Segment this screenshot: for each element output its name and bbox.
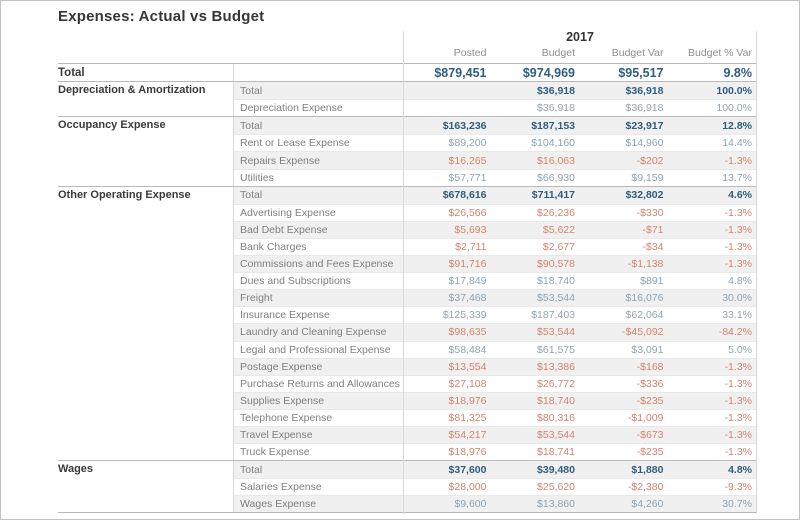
- cell-budget[interactable]: $187,153: [531, 119, 575, 132]
- section-wages: [58, 460, 757, 513]
- cell-budget[interactable]: $53,544: [537, 292, 575, 305]
- column-header-budget-pct-var[interactable]: Budget % Var: [687, 47, 752, 59]
- cell-budget-var[interactable]: -$202: [636, 154, 664, 167]
- cell-posted[interactable]: $98,635: [448, 326, 487, 339]
- cell-budget[interactable]: $13,860: [537, 498, 575, 511]
- cell-posted[interactable]: $13,554: [448, 360, 487, 373]
- cell-budget-var[interactable]: -$45,092: [622, 326, 664, 339]
- cell-budget-var[interactable]: -$330: [636, 206, 664, 219]
- cell-budget[interactable]: $18,740: [537, 394, 575, 407]
- cell-budget-var[interactable]: $1,880: [631, 463, 664, 476]
- cell-budget-var[interactable]: -$235: [636, 446, 664, 459]
- expense-row[interactable]: [234, 341, 757, 358]
- expense-row[interactable]: [234, 443, 757, 460]
- cell-posted[interactable]: $58,484: [448, 343, 487, 356]
- cell-budget[interactable]: $2,677: [542, 240, 575, 253]
- row-label[interactable]: Commissions and Fees Expense: [240, 258, 394, 271]
- expense-row[interactable]: [234, 495, 757, 512]
- row-label[interactable]: Freight: [240, 292, 273, 305]
- cell-budget[interactable]: $25,620: [537, 481, 575, 494]
- cell-budget-var[interactable]: $891: [640, 275, 664, 288]
- cell-budget-pct-var[interactable]: 33.1%: [722, 309, 752, 322]
- table-body: [58, 63, 757, 513]
- cell-budget-var[interactable]: $95,517: [618, 65, 664, 80]
- cell-budget[interactable]: $36,918: [537, 84, 575, 97]
- cell-budget-pct-var[interactable]: 100.0%: [716, 84, 752, 97]
- cell-posted[interactable]: $54,217: [448, 429, 487, 442]
- cell-posted[interactable]: $163,236: [442, 119, 487, 132]
- expense-row[interactable]: [234, 478, 757, 495]
- cell-budget[interactable]: $26,236: [537, 206, 575, 219]
- cell-budget-var[interactable]: $36,918: [625, 84, 664, 97]
- cell-budget-pct-var[interactable]: -1.3%: [724, 429, 752, 442]
- year-header: 2017: [566, 30, 594, 44]
- cell-budget-pct-var[interactable]: 30.0%: [722, 292, 752, 305]
- cell-budget-pct-var[interactable]: 12.8%: [722, 119, 752, 132]
- cell-posted[interactable]: $879,451: [434, 65, 487, 80]
- cell-posted[interactable]: $26,566: [448, 206, 487, 219]
- row-label[interactable]: Total: [240, 463, 263, 476]
- cell-posted[interactable]: $18,976: [448, 446, 487, 459]
- cell-budget-var[interactable]: $23,917: [625, 119, 664, 132]
- cell-budget-pct-var[interactable]: -1.3%: [724, 411, 752, 424]
- expense-row[interactable]: [234, 306, 757, 323]
- expense-row[interactable]: [234, 358, 757, 375]
- cell-budget-var[interactable]: -$336: [636, 377, 664, 390]
- expense-row[interactable]: [234, 134, 757, 151]
- row-label[interactable]: Bad Debt Expense: [240, 223, 328, 236]
- row-label[interactable]: Total: [240, 189, 263, 202]
- row-label[interactable]: Repairs Expense: [240, 154, 320, 167]
- cell-budget-var[interactable]: $16,076: [625, 292, 664, 305]
- cell-budget-pct-var[interactable]: -1.3%: [724, 240, 752, 253]
- category-label[interactable]: Total: [58, 67, 85, 79]
- cell-budget-pct-var[interactable]: -1.3%: [724, 377, 752, 390]
- cell-budget-var[interactable]: -$2,380: [627, 481, 664, 494]
- cell-budget[interactable]: $90,578: [537, 258, 575, 271]
- expenses-table: [58, 29, 757, 514]
- expense-row[interactable]: [234, 99, 757, 116]
- row-label[interactable]: Depreciation Expense: [240, 102, 343, 115]
- cell-budget[interactable]: $711,417: [531, 189, 575, 202]
- cell-budget[interactable]: $26,772: [537, 377, 575, 390]
- section-total: [58, 63, 757, 81]
- section-rows: [233, 461, 757, 512]
- cell-posted[interactable]: $2,711: [455, 240, 487, 253]
- cell-posted[interactable]: $18,976: [448, 394, 487, 407]
- total-row[interactable]: [234, 117, 757, 134]
- category-label[interactable]: Occupancy Expense: [58, 119, 166, 132]
- cell-budget[interactable]: $36,918: [537, 102, 575, 115]
- cell-posted[interactable]: $17,849: [448, 275, 487, 288]
- column-headers: [403, 47, 757, 63]
- row-label[interactable]: Truck Expense: [240, 446, 310, 459]
- cell-budget-pct-var[interactable]: 13.7%: [722, 171, 752, 184]
- cell-budget-pct-var[interactable]: 4.8%: [728, 463, 752, 476]
- cell-budget-var[interactable]: -$34: [642, 240, 664, 253]
- row-label[interactable]: Dues and Subscriptions: [240, 275, 351, 288]
- row-label[interactable]: Legal and Professional Expense: [240, 343, 391, 356]
- cell-budget-pct-var[interactable]: -1.3%: [724, 360, 752, 373]
- expense-row[interactable]: [234, 289, 757, 306]
- expense-row[interactable]: [234, 238, 757, 255]
- cell-budget[interactable]: $80,316: [537, 411, 575, 424]
- row-label[interactable]: Insurance Expense: [240, 309, 330, 322]
- column-header-budget-var[interactable]: Budget Var: [611, 47, 664, 59]
- cell-budget[interactable]: $104,160: [531, 137, 575, 150]
- expense-row[interactable]: [234, 272, 757, 289]
- expense-row[interactable]: [234, 426, 757, 443]
- row-label[interactable]: Laundry and Cleaning Expense: [240, 326, 387, 339]
- section-rows: [233, 187, 757, 461]
- expense-row[interactable]: [234, 409, 757, 426]
- cell-budget-pct-var[interactable]: 30.7%: [722, 498, 752, 511]
- cell-budget-pct-var[interactable]: 4.6%: [728, 189, 752, 202]
- cell-budget-pct-var[interactable]: 9.8%: [723, 65, 752, 80]
- cell-posted[interactable]: $16,265: [448, 154, 487, 167]
- cell-budget[interactable]: $53,544: [537, 429, 575, 442]
- cell-posted[interactable]: $9,600: [454, 498, 487, 511]
- cell-posted[interactable]: $37,468: [448, 292, 487, 305]
- cell-budget-var[interactable]: -$71: [642, 223, 664, 236]
- cell-budget[interactable]: $13,386: [537, 360, 575, 373]
- row-label[interactable]: Telephone Expense: [240, 411, 333, 424]
- cell-budget-pct-var[interactable]: -84.2%: [718, 326, 752, 339]
- cell-budget-pct-var[interactable]: -9.3%: [724, 481, 752, 494]
- section-rows: [233, 82, 757, 116]
- expense-row[interactable]: [234, 375, 757, 392]
- row-label[interactable]: Wages Expense: [240, 498, 317, 511]
- section-rows: [233, 64, 757, 81]
- cell-budget-var[interactable]: -$1,138: [627, 258, 664, 271]
- cell-budget[interactable]: $66,930: [537, 171, 575, 184]
- cell-budget[interactable]: $974,969: [522, 65, 575, 80]
- column-header-posted[interactable]: Posted: [453, 47, 487, 59]
- row-label[interactable]: Supplies Expense: [240, 394, 325, 407]
- cell-posted[interactable]: $57,771: [448, 171, 487, 184]
- cell-budget-pct-var[interactable]: -1.3%: [724, 446, 752, 459]
- cell-posted[interactable]: $125,339: [442, 309, 487, 322]
- cell-budget-var[interactable]: -$168: [636, 360, 664, 373]
- cell-budget-var[interactable]: $9,159: [631, 171, 664, 184]
- cell-posted[interactable]: $81,325: [448, 411, 487, 424]
- category-label[interactable]: Depreciation & Amortization: [58, 84, 206, 97]
- cell-budget-var[interactable]: $4,260: [631, 498, 664, 511]
- cell-budget[interactable]: $53,544: [537, 326, 575, 339]
- cell-posted[interactable]: $28,000: [448, 481, 487, 494]
- cell-budget[interactable]: $39,480: [537, 463, 575, 476]
- row-label[interactable]: Salaries Expense: [240, 481, 322, 494]
- row-label[interactable]: Travel Expense: [240, 429, 313, 442]
- cell-budget[interactable]: $16,063: [537, 154, 575, 167]
- category-label[interactable]: Wages: [58, 463, 94, 476]
- row-label[interactable]: Total: [240, 119, 263, 132]
- total-row[interactable]: [234, 461, 757, 478]
- total-row[interactable]: [234, 82, 757, 99]
- cell-budget[interactable]: $5,622: [542, 223, 575, 236]
- row-label[interactable]: Purchase Returns and Allowances: [240, 377, 400, 390]
- cell-budget-pct-var[interactable]: -1.3%: [724, 394, 752, 407]
- expense-row[interactable]: [234, 221, 757, 238]
- category-label[interactable]: Other Operating Expense: [58, 188, 191, 201]
- expense-row[interactable]: [234, 323, 757, 340]
- cell-budget-pct-var[interactable]: 14.4%: [722, 137, 752, 150]
- cell-budget-pct-var[interactable]: -1.3%: [724, 154, 752, 167]
- cell-budget-pct-var[interactable]: 100.0%: [716, 102, 752, 115]
- row-label[interactable]: Bank Charges: [240, 240, 307, 253]
- cell-budget-var[interactable]: -$235: [636, 394, 664, 407]
- cell-posted[interactable]: $89,200: [448, 137, 487, 150]
- grand-total-row[interactable]: [234, 64, 757, 81]
- cell-budget-var[interactable]: $3,091: [631, 343, 664, 356]
- cell-budget-var[interactable]: -$673: [636, 429, 664, 442]
- row-label[interactable]: Total: [240, 84, 263, 97]
- column-header-budget[interactable]: Budget: [541, 47, 575, 59]
- cell-posted[interactable]: $678,616: [442, 189, 487, 202]
- expense-row[interactable]: [234, 204, 757, 221]
- expense-row[interactable]: [234, 151, 757, 168]
- cell-budget-var[interactable]: $62,064: [625, 309, 664, 322]
- cell-budget-var[interactable]: $32,802: [625, 189, 664, 202]
- cell-posted[interactable]: $91,716: [448, 258, 487, 271]
- cell-budget[interactable]: $61,575: [537, 343, 575, 356]
- section-occupancy-expense: [58, 116, 757, 185]
- cell-budget[interactable]: $187,403: [531, 309, 575, 322]
- cell-budget-var[interactable]: $14,960: [625, 137, 664, 150]
- grid-vline: [403, 31, 404, 514]
- section-depreciation-amortization: [58, 81, 757, 116]
- page-title: Expenses: Actual vs Budget: [58, 8, 265, 25]
- expense-row[interactable]: [234, 169, 757, 186]
- cell-budget-var[interactable]: $36,918: [625, 102, 664, 115]
- cell-budget-var[interactable]: -$1,009: [627, 411, 664, 424]
- row-label[interactable]: Postage Expense: [240, 360, 323, 373]
- cell-posted[interactable]: $27,108: [448, 377, 487, 390]
- cell-budget-pct-var[interactable]: 5.0%: [728, 343, 752, 356]
- expense-row[interactable]: [234, 392, 757, 409]
- section-rows: [233, 117, 757, 185]
- cell-posted[interactable]: $37,600: [448, 463, 487, 476]
- cell-budget-pct-var[interactable]: 4.8%: [728, 275, 752, 288]
- cell-budget-pct-var[interactable]: -1.3%: [724, 258, 752, 271]
- cell-budget[interactable]: $18,740: [537, 275, 575, 288]
- cell-budget-pct-var[interactable]: -1.3%: [724, 206, 752, 219]
- expense-row[interactable]: [234, 255, 757, 272]
- row-label[interactable]: Utilities: [240, 171, 274, 184]
- section-other-operating-expense: [58, 186, 757, 461]
- cell-posted[interactable]: $5,693: [454, 223, 487, 236]
- row-label[interactable]: Advertising Expense: [240, 206, 336, 219]
- total-row[interactable]: [234, 187, 757, 204]
- cell-budget-pct-var[interactable]: -1.3%: [724, 223, 752, 236]
- grid-vline: [756, 31, 757, 514]
- row-label[interactable]: Rent or Lease Expense: [240, 137, 350, 150]
- cell-budget[interactable]: $18,741: [537, 446, 575, 459]
